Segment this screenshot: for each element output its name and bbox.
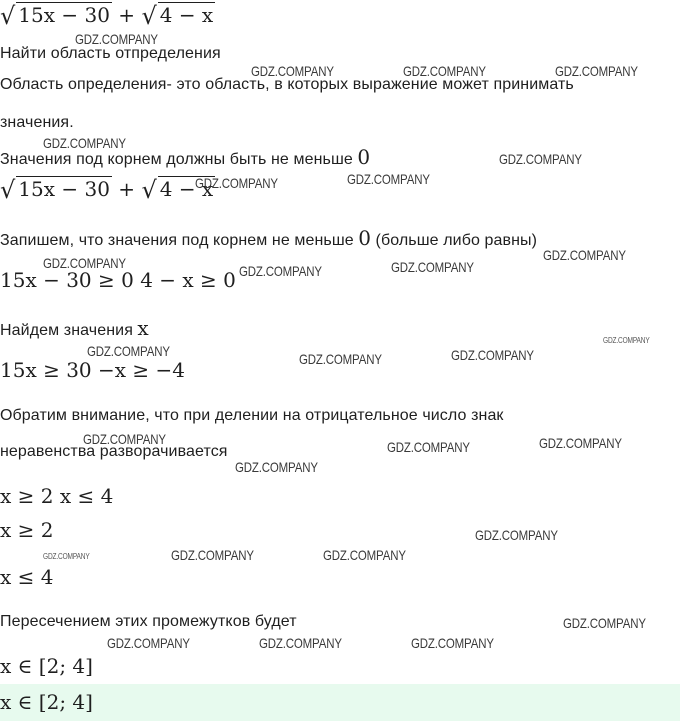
final-answer: x ∈ [2; 4] (0, 690, 93, 714)
watermark: GDZ.COMPANY (107, 635, 190, 651)
result-interval: x ∈ [2; 4] (0, 654, 93, 678)
find-values-line: Найдем значения x (0, 316, 149, 340)
watermark: GDZ.COMPANY (75, 31, 158, 47)
note-line-2: неравенства разворачивается (0, 443, 228, 460)
watermark: GDZ.COMPANY (195, 175, 278, 191)
watermark: GDZ.COMPANY (83, 431, 166, 447)
sqrt-term1-repeat: √ 15x − 30 (0, 176, 110, 204)
watermark: GDZ.COMPANY (451, 347, 534, 363)
watermark: GDZ.COMPANY (87, 343, 170, 359)
watermark: GDZ.COMPANY (543, 247, 626, 263)
rule-line: Значения под корнем должны быть не меньше 0 (0, 145, 371, 169)
watermark: GDZ.COMPANY (403, 63, 486, 79)
expression-repeat: √ 15x − 30 + √ 4 − x (0, 176, 214, 204)
watermark: GDZ.COMPANY (347, 171, 430, 187)
watermark: GDZ.COMPANY (251, 63, 334, 79)
definition-line-2: значения. (0, 114, 74, 131)
inequality-system-3: x ≥ 2 x ≤ 4 (0, 484, 114, 508)
inequality-system-1: 15x − 30 ≥ 0 4 − x ≥ 0 (0, 268, 236, 292)
answer-highlight (0, 684, 680, 721)
watermark: GDZ.COMPANY (299, 351, 382, 367)
watermark: GDZ.COMPANY (43, 135, 126, 151)
intersection-text: Пересечением этих промежутков будет (0, 613, 297, 630)
watermark: GDZ.COMPANY (239, 263, 322, 279)
expression-header: √ 15x − 30 + √ 4 − x (0, 2, 214, 30)
watermark: GDZ.COMPANY (475, 527, 558, 543)
inequality-4: x ≥ 2 (0, 518, 54, 542)
watermark: GDZ.COMPANY (235, 459, 318, 475)
watermark: GDZ.COMPANY (539, 435, 622, 451)
inequality-system-2: 15x ≥ 30 −x ≥ −4 (0, 358, 185, 382)
write-down-line: Запишем, что значения под корнем не меньше 0 (больше либо равны) (0, 226, 538, 250)
watermark: GDZ.COMPANY (563, 615, 646, 631)
watermark: GDZ.COMPANY (259, 635, 342, 651)
watermark: GDZ.COMPANY (555, 63, 638, 79)
sqrt-term2-repeat: √ 4 − x (141, 176, 214, 204)
watermark: GDZ.COMPANY (43, 255, 126, 271)
watermark: GDZ.COMPANY (391, 259, 474, 275)
sqrt-term2: √ 4 − x (141, 2, 214, 30)
watermark: GDZ.COMPANY (43, 552, 90, 561)
inequality-5: x ≤ 4 (0, 565, 54, 589)
watermark: GDZ.COMPANY (171, 547, 254, 563)
watermark: GDZ.COMPANY (499, 151, 582, 167)
definition-line-1: Область определения- это область, в которых выражение может принимать (0, 76, 574, 93)
watermark: GDZ.COMPANY (603, 336, 650, 345)
watermark: GDZ.COMPANY (323, 547, 406, 563)
watermark: GDZ.COMPANY (411, 635, 494, 651)
task-text: Найти область отпределения (0, 45, 221, 62)
note-line-1: Обратим внимание, что при делении на отрицательное число знак (0, 407, 504, 424)
sqrt-term1: √ 15x − 30 (0, 2, 110, 30)
watermark: GDZ.COMPANY (387, 439, 470, 455)
